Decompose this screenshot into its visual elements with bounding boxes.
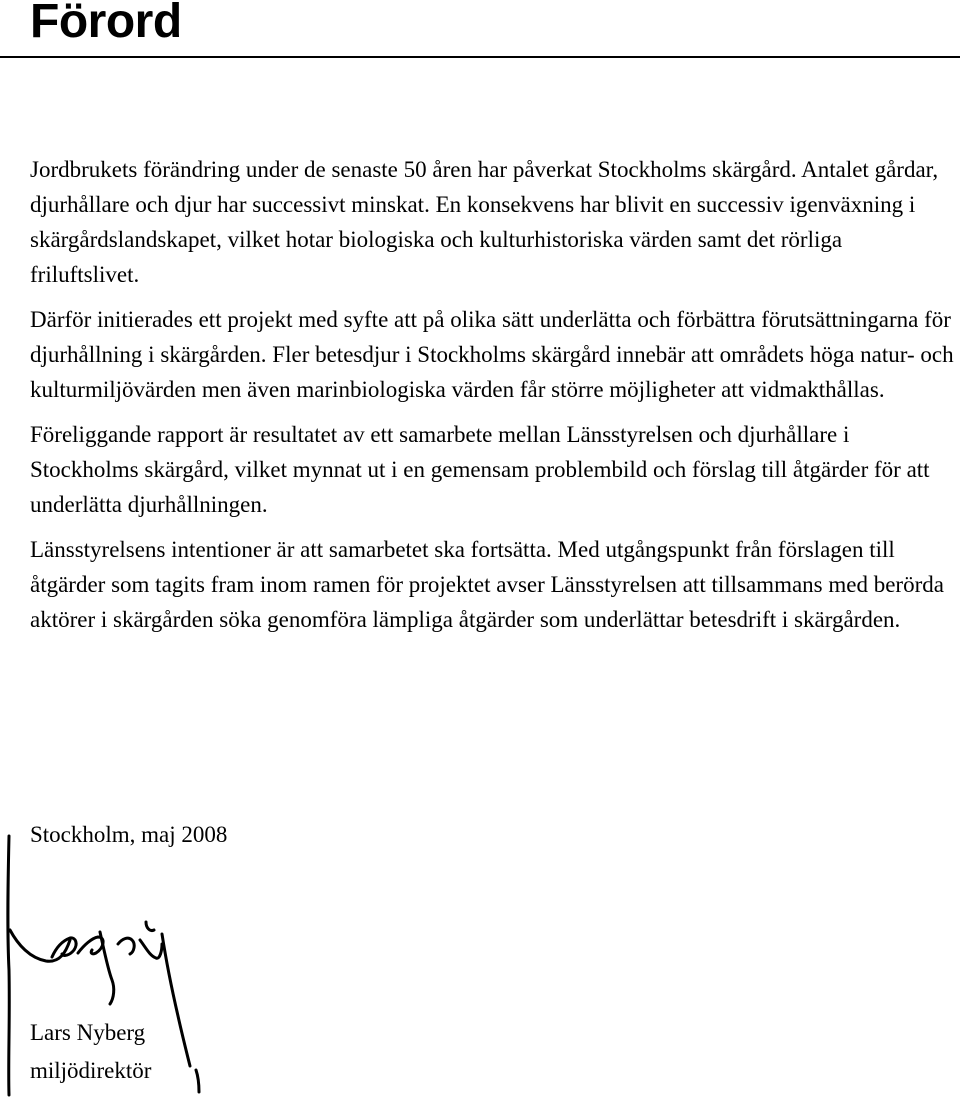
paragraph: Länsstyrelsens intentioner är att samarbetet ska fortsätta. Med utgångspunkt från förslagen till åtgärder som tagits fram inom ramen för projektet avser Länsstyrelsen att tillsammans med berörda aktörer i skärgården söka genomföra lämpliga åtgärder som underlättar betesdrift i skärgården. <box>30 537 944 632</box>
place-date: Stockholm, maj 2008 <box>30 822 228 847</box>
paragraph: Föreliggande rapport är resultatet av ett samarbete mellan Länsstyrelsen och djurhållare i Stockholms skärgård, vilket mynnat ut i en gemensam problembild och förslag till åtgärder för att underlätta djurhållningen. <box>30 422 930 517</box>
foreword-body <box>30 152 955 647</box>
signer-block <box>30 1014 151 1090</box>
page-title: Förord <box>30 0 182 48</box>
paragraph: Jordbrukets förändring under de senaste 50 åren har påverkat Stockholms skärgård. Antalet gårdar, djurhållare och djur har successivt minskat. En konsekvens har blivit en successiv igenväxning i skärgårdslandskapet, vilket hotar biologiska och kulturhistoriska värden samt det rörliga friluftslivet. <box>30 157 939 287</box>
signer-title: miljödirektör <box>30 1058 152 1083</box>
paragraph: Därför initierades ett projekt med syfte att på olika sätt underlätta och förbättra förutsättningarna för djurhållning i skärgården. Fler betesdjur i Stockholms skärgård innebär att områdets höga natur- och kulturmiljövärden men även marinbiologiska värden får större möjligheter att vidmakthållas. <box>30 307 954 402</box>
heading-rule <box>0 56 960 58</box>
signer-name: Lars Nyberg <box>30 1020 146 1045</box>
